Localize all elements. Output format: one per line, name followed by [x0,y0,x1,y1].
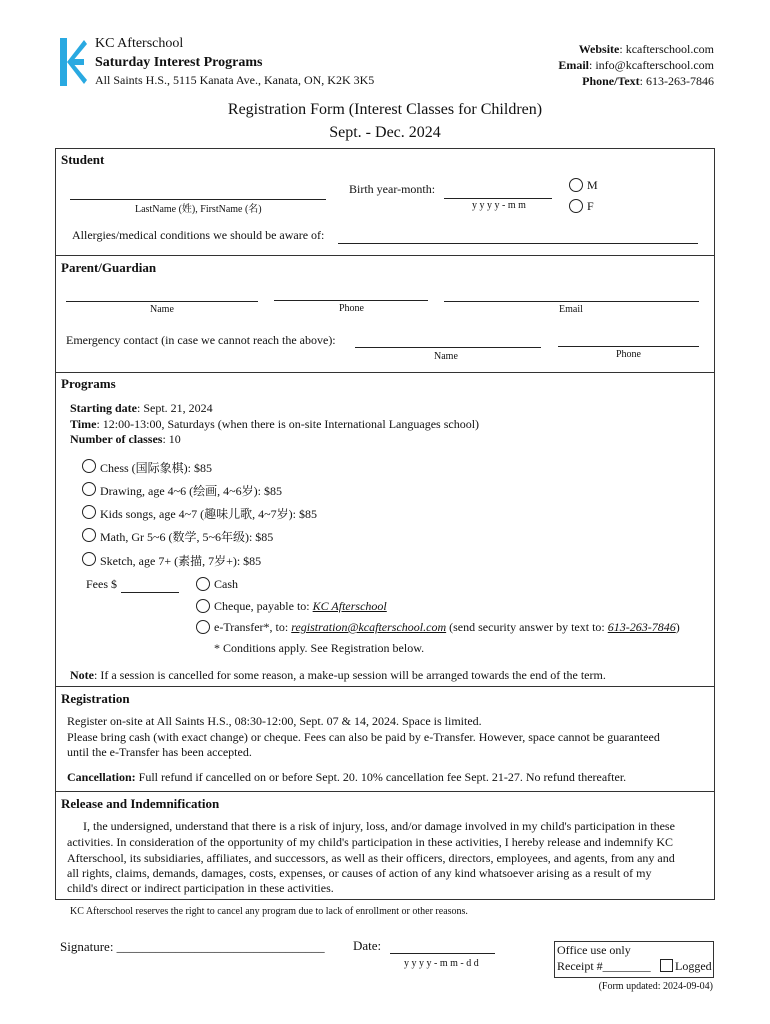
parent-heading: Parent/Guardian [61,260,157,275]
divider-programs [56,372,714,373]
option-kids-songs-radio[interactable] [82,505,96,519]
release-line: Afterschool, its subsidiaries, affiliates, and successors, as well as their officers, directors, employees, and agents, from any and [67,851,675,865]
kc-logo-icon [58,36,88,88]
emergency-label: Emergency contact (in case we cannot reach the above): [66,333,336,347]
option-chess-label: Chess (国际象棋): $85 [100,461,212,475]
parent-name-field[interactable] [66,301,258,302]
registration-heading: Registration [61,691,130,706]
signature-line[interactable]: Signature: ________________________________ [60,939,325,954]
emergency-name-field[interactable] [355,347,541,348]
website-value[interactable]: : kcafterschool.com [619,42,714,56]
start-date-line [70,401,213,416]
program-name: Saturday Interest Programs [95,55,263,70]
start-date-label: Starting date [70,401,137,415]
email-line [558,57,714,73]
pay-etransfer-line [214,620,680,635]
website-label: Website [578,42,620,56]
start-date-value: : Sept. 21, 2024 [137,401,213,415]
divider-release [56,791,714,792]
reserve-note: KC Afterschool reserves the right to cancel any program due to lack of enrollment or other reasons. [70,906,468,917]
form-term: Sept. - Dec. 2024 [329,124,441,141]
pay-etransfer-end: ) [675,620,680,634]
pay-cash-radio[interactable] [196,577,210,591]
cancellation-label: Cancellation: [67,770,136,784]
cheque-payee: KC Afterschool [312,599,387,613]
option-sketch-radio[interactable] [82,552,96,566]
birth-format: y y y y - m m [472,200,526,211]
logged-checkbox[interactable] [660,959,673,972]
pay-etransfer-mid: (send security answer by text to: [446,620,608,634]
registration-line-2: Please bring cash (with exact change) or cheque. Fees can also be paid by e-Transfer. However, space cannot be guaranteed [67,730,660,744]
student-name-caption: LastName (姓), FirstName (名) [135,204,262,215]
etransfer-phone-link[interactable]: 613-263-7846 [607,620,676,634]
emergency-phone-caption: Phone [616,349,641,360]
pay-cheque-line [214,599,387,614]
divider-registration [56,686,714,687]
release-heading: Release and Indemnification [61,796,220,811]
release-line: all rights, claims, demands, damages, costs, expenses, or causes of action of any kind whatsoever arising as a result of my [67,866,652,880]
etransfer-email-link[interactable]: registration@kcafterschool.com [291,620,447,634]
website-line [558,41,714,57]
option-sketch-label: Sketch, age 7+ (素描, 7岁+): $85 [100,554,262,568]
cancellation-text: Full refund if cancelled on or before Sept. 20. 10% cancellation fee Sept. 21-27. No refund thereafter. [135,770,627,784]
office-use-title: Office use only [557,943,631,957]
time-label: Time [70,417,97,431]
form-title: Registration Form (Interest Classes for Children) [227,101,543,118]
form-updated: (Form updated: 2024-09-04) [598,981,713,992]
parent-phone-field[interactable] [274,300,428,301]
option-drawing-radio[interactable] [82,482,96,496]
date-field[interactable] [390,953,495,954]
release-line: activities. In consideration of the opportunity of my child's participation in these activities, I hereby release and indemnify KC [67,835,673,849]
logged-label: Logged [675,959,712,973]
pay-cheque-prefix: Cheque, payable to: [214,599,313,613]
option-chess-radio[interactable] [82,459,96,473]
pay-cheque-radio[interactable] [196,599,210,613]
email-value[interactable]: : info@kcafterschool.com [588,58,714,72]
student-heading: Student [61,152,105,167]
gender-m-radio[interactable] [569,178,583,192]
parent-email-caption: Email [559,304,583,315]
option-drawing-label: Drawing, age 4~6 (绘画, 4~6岁): $85 [100,484,282,498]
note-label: Note [70,668,94,682]
receipt-label: Receipt #________ [557,959,651,973]
time-line [70,417,479,432]
programs-heading: Programs [61,376,116,391]
phone-line [558,73,714,89]
parent-email-field[interactable] [444,301,699,302]
classes-value: : 10 [162,432,181,446]
fees-label: Fees $ [86,577,117,591]
org-name: KC Afterschool [95,36,184,51]
allergies-field[interactable] [338,243,698,244]
gender-f-label: F [587,199,594,213]
org-address: All Saints H.S., 5115 Kanata Ave., Kanata, ON, K2K 3K5 [95,73,375,87]
pay-etransfer-prefix: e-Transfer*, to: [214,620,292,634]
release-line: child's direct or indirect participation in these activities. [67,881,334,895]
fees-field[interactable] [121,592,179,593]
email-label: Email [558,58,589,72]
registration-line-1: Register on-site at All Saints H.S., 08:30-12:00, Sept. 07 & 14, 2024. Space is limited. [67,714,482,728]
divider-parent [56,255,714,256]
date-format: y y y y - m m - d d [404,958,479,969]
release-line: I, the undersigned, understand that there is a risk of injury, loss, and/or damage involved in my child's participation in these [83,819,675,833]
parent-name-caption: Name [150,304,174,315]
classes-line [70,432,181,447]
logo [58,36,88,88]
parent-phone-caption: Phone [339,303,364,314]
date-label: Date: [353,938,382,953]
allergies-label: Allergies/medical conditions we should be aware of: [72,228,325,242]
registration-line-3: until the e-Transfer has been accepted. [67,745,252,759]
note-line [70,668,606,683]
option-math-radio[interactable] [82,528,96,542]
pay-cash-label: Cash [214,577,238,591]
conditions-note: * Conditions apply. See Registration below. [214,641,425,655]
cancellation-line [67,770,626,785]
phone-label: Phone/Text [582,74,640,88]
option-math-label: Math, Gr 5~6 (数学, 5~6年级): $85 [100,530,274,544]
option-kids-songs-label: Kids songs, age 4~7 (趣味儿歌, 4~7岁): $85 [100,507,317,521]
phone-value: : 613-263-7846 [639,74,714,88]
emergency-name-caption: Name [434,351,458,362]
pay-etransfer-radio[interactable] [196,620,210,634]
time-value: : 12:00-13:00, Saturdays (when there is on-site International Languages school) [96,417,480,431]
emergency-phone-field[interactable] [558,346,699,347]
note-text: : If a session is cancelled for some reason, a make-up session will be arranged towards the end of the term. [94,668,606,682]
classes-label: Number of classes [70,432,163,446]
birth-label: Birth year-month: [349,182,436,196]
gender-m-label: M [587,178,598,192]
birth-field[interactable] [444,198,552,199]
gender-f-radio[interactable] [569,199,583,213]
contact-block [558,41,714,89]
